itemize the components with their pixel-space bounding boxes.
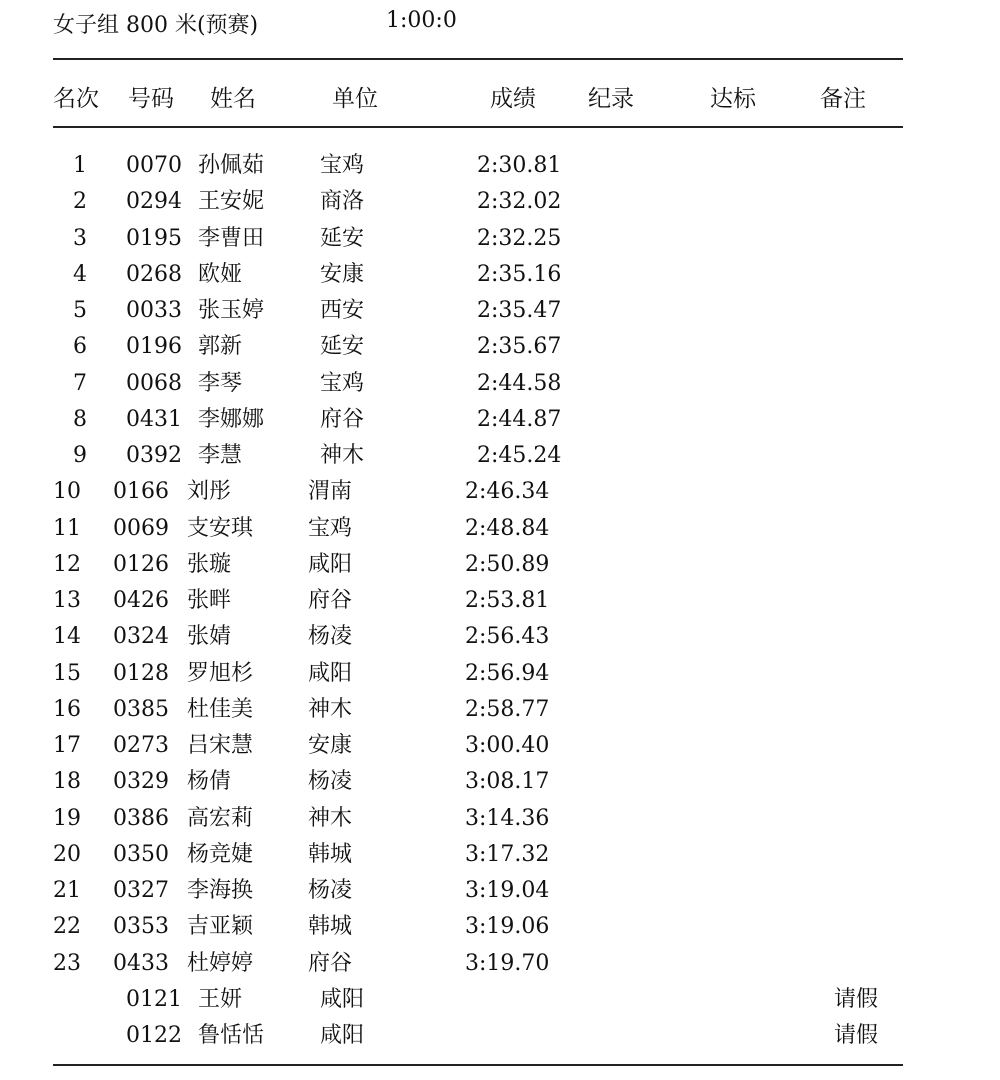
cell-name: 欧娅	[198, 261, 243, 287]
cell-unit: 神木	[320, 443, 365, 468]
table-row	[0, 805, 1000, 841]
cell-unit: 府谷	[308, 588, 353, 613]
cell-bib: 0350	[113, 841, 169, 867]
cell-result: 2:35.47	[477, 298, 562, 323]
table-row	[0, 442, 1000, 478]
cell-rank: 5	[73, 298, 87, 323]
cell-name: 李曹田	[198, 225, 265, 251]
cell-result: 3:19.70	[465, 950, 550, 976]
cell-name: 杨倩	[187, 769, 232, 795]
column-header-unit: 单位	[332, 86, 378, 112]
cell-unit: 神木	[308, 696, 353, 722]
cell-unit: 府谷	[320, 406, 365, 432]
cell-name: 王安妮	[198, 189, 265, 215]
table-row	[0, 841, 1000, 877]
table-row	[0, 986, 1000, 1022]
cell-unit: 杨凌	[308, 624, 353, 650]
cell-result: 2:44.58	[477, 370, 562, 396]
cell-name: 高宏莉	[187, 805, 254, 831]
cell-unit: 商洛	[320, 189, 365, 215]
cell-rank: 7	[73, 370, 87, 396]
cell-bib: 0392	[126, 443, 182, 468]
cell-rank: 4	[73, 261, 87, 287]
cell-unit: 韩城	[308, 841, 353, 867]
cell-rank: 2	[73, 189, 87, 215]
cell-unit: 安康	[308, 733, 353, 758]
table-row	[0, 913, 1000, 949]
column-header-standard: 达标	[710, 86, 756, 112]
cell-unit: 杨凌	[308, 769, 353, 795]
cell-rank: 15	[53, 660, 81, 686]
table-row	[0, 333, 1000, 369]
cell-rank: 20	[53, 841, 81, 867]
table-row	[0, 370, 1000, 406]
cell-result: 2:35.67	[477, 334, 562, 360]
cell-bib: 0324	[113, 624, 169, 650]
cell-result: 2:45.24	[477, 443, 562, 468]
cell-result: 2:50.89	[465, 551, 550, 577]
cell-unit: 渭南	[308, 479, 353, 505]
cell-rank: 18	[53, 769, 81, 795]
cell-name: 张婧	[187, 624, 232, 650]
cell-unit: 宝鸡	[320, 370, 365, 396]
cell-bib: 0033	[126, 298, 182, 323]
table-row	[0, 1022, 1000, 1058]
cell-name: 杨竞婕	[187, 841, 254, 867]
cell-rank: 6	[73, 334, 87, 360]
cell-result: 2:53.81	[465, 588, 550, 613]
cell-result: 2:56.94	[465, 660, 550, 686]
cell-unit: 咸阳	[320, 986, 365, 1012]
divider-bottom	[53, 1064, 903, 1066]
column-header-result: 成绩	[490, 86, 536, 112]
cell-result: 2:58.77	[465, 696, 550, 722]
cell-unit: 杨凌	[308, 878, 353, 903]
cell-rank: 1	[73, 153, 87, 178]
column-header-record: 纪录	[588, 86, 634, 112]
cell-name: 孙佩茹	[198, 153, 265, 178]
cell-note: 请假	[833, 986, 878, 1012]
table-row	[0, 406, 1000, 442]
cell-bib: 0126	[113, 551, 169, 577]
cell-unit: 咸阳	[308, 660, 353, 686]
cell-unit: 咸阳	[320, 1023, 365, 1048]
cell-result: 3:14.36	[465, 805, 550, 831]
cell-rank: 12	[53, 551, 81, 577]
cell-name: 杜婷婷	[187, 950, 254, 976]
cell-result: 3:00.40	[465, 733, 550, 758]
cell-unit: 韩城	[308, 914, 353, 940]
table-row	[0, 152, 1000, 188]
cell-unit: 宝鸡	[320, 153, 365, 178]
table-row	[0, 587, 1000, 623]
cell-name: 张畔	[187, 588, 232, 613]
cell-rank: 9	[73, 443, 87, 468]
cell-rank: 22	[53, 914, 81, 940]
cell-rank: 10	[53, 479, 81, 505]
cell-result: 2:48.84	[465, 515, 550, 541]
cell-name: 吉亚颖	[187, 914, 254, 940]
cell-unit: 西安	[320, 298, 365, 323]
table-row	[0, 623, 1000, 659]
cell-result: 2:35.16	[477, 261, 562, 287]
cell-name: 李娜娜	[198, 406, 265, 432]
table-row	[0, 261, 1000, 297]
table-row	[0, 660, 1000, 696]
cell-unit: 神木	[308, 805, 353, 831]
cell-bib: 0433	[113, 950, 169, 976]
cell-note: 请假	[833, 1023, 878, 1048]
cell-bib: 0385	[113, 696, 169, 722]
cell-bib: 0327	[113, 878, 169, 903]
cell-bib: 0068	[126, 370, 182, 396]
cell-bib: 0329	[113, 769, 169, 795]
table-row	[0, 696, 1000, 732]
cell-bib: 0195	[126, 225, 182, 251]
cell-bib: 0294	[126, 189, 182, 215]
cell-result: 3:19.04	[465, 878, 550, 903]
cell-rank: 19	[53, 805, 81, 831]
cell-unit: 延安	[320, 225, 365, 251]
cell-rank: 23	[53, 950, 81, 976]
cell-bib: 0121	[126, 986, 182, 1012]
cell-result: 2:32.02	[477, 189, 562, 215]
cell-rank: 13	[53, 588, 81, 613]
cell-result: 3:17.32	[465, 841, 550, 867]
cell-bib: 0122	[126, 1023, 182, 1048]
table-row	[0, 768, 1000, 804]
cell-unit: 府谷	[308, 950, 353, 976]
cell-unit: 安康	[320, 261, 365, 287]
cell-result: 2:46.34	[465, 479, 550, 505]
table-row	[0, 478, 1000, 514]
cell-result: 3:08.17	[465, 769, 550, 795]
cell-bib: 0426	[113, 588, 169, 613]
cell-bib: 0070	[126, 153, 182, 178]
cell-bib: 0166	[113, 479, 169, 505]
cell-result: 2:56.43	[465, 624, 550, 650]
cell-unit: 宝鸡	[308, 515, 353, 541]
cell-name: 杜佳美	[187, 696, 254, 722]
cell-name: 李海换	[187, 878, 254, 903]
table-row	[0, 188, 1000, 224]
cell-rank: 11	[53, 515, 81, 541]
cell-name: 吕宋慧	[187, 733, 254, 758]
cell-bib: 0069	[113, 515, 169, 541]
event-title: 女子组 800 米(预赛)	[53, 13, 259, 38]
cell-name: 鲁恬恬	[198, 1023, 265, 1048]
cell-rank: 8	[73, 406, 87, 432]
column-header-name: 姓名	[210, 86, 256, 112]
cell-name: 支安琪	[187, 515, 254, 541]
cell-bib: 0386	[113, 805, 169, 831]
cell-name: 刘彤	[187, 479, 232, 505]
cell-unit: 咸阳	[308, 551, 353, 577]
divider-header	[53, 126, 903, 128]
column-header-rank: 名次	[53, 86, 99, 112]
cell-name: 罗旭杉	[187, 660, 254, 686]
table-row	[0, 950, 1000, 986]
cell-name: 张璇	[187, 551, 232, 577]
cell-bib: 0128	[113, 660, 169, 686]
cell-rank: 3	[73, 225, 87, 251]
table-row	[0, 877, 1000, 913]
cell-bib: 0431	[126, 406, 182, 432]
cell-result: 3:19.06	[465, 914, 550, 940]
cell-name: 李琴	[198, 370, 243, 396]
start-time: 1:00:0	[386, 8, 457, 33]
divider-top	[53, 58, 903, 60]
cell-bib: 0353	[113, 914, 169, 940]
cell-unit: 延安	[320, 334, 365, 360]
cell-rank: 21	[53, 878, 81, 903]
cell-bib: 0196	[126, 334, 182, 360]
table-row	[0, 225, 1000, 261]
cell-name: 郭新	[198, 334, 243, 360]
cell-result: 2:30.81	[477, 153, 562, 178]
table-row	[0, 551, 1000, 587]
cell-name: 李慧	[198, 443, 243, 468]
cell-result: 2:32.25	[477, 225, 562, 251]
table-row	[0, 732, 1000, 768]
cell-bib: 0268	[126, 261, 182, 287]
cell-name: 王妍	[198, 986, 243, 1012]
cell-rank: 17	[53, 733, 81, 758]
cell-bib: 0273	[113, 733, 169, 758]
table-row	[0, 515, 1000, 551]
column-header-bib: 号码	[128, 86, 174, 112]
column-header-note: 备注	[820, 86, 866, 112]
cell-result: 2:44.87	[477, 406, 562, 432]
cell-rank: 16	[53, 696, 81, 722]
table-row	[0, 297, 1000, 333]
cell-rank: 14	[53, 624, 81, 650]
cell-name: 张玉婷	[198, 298, 265, 323]
